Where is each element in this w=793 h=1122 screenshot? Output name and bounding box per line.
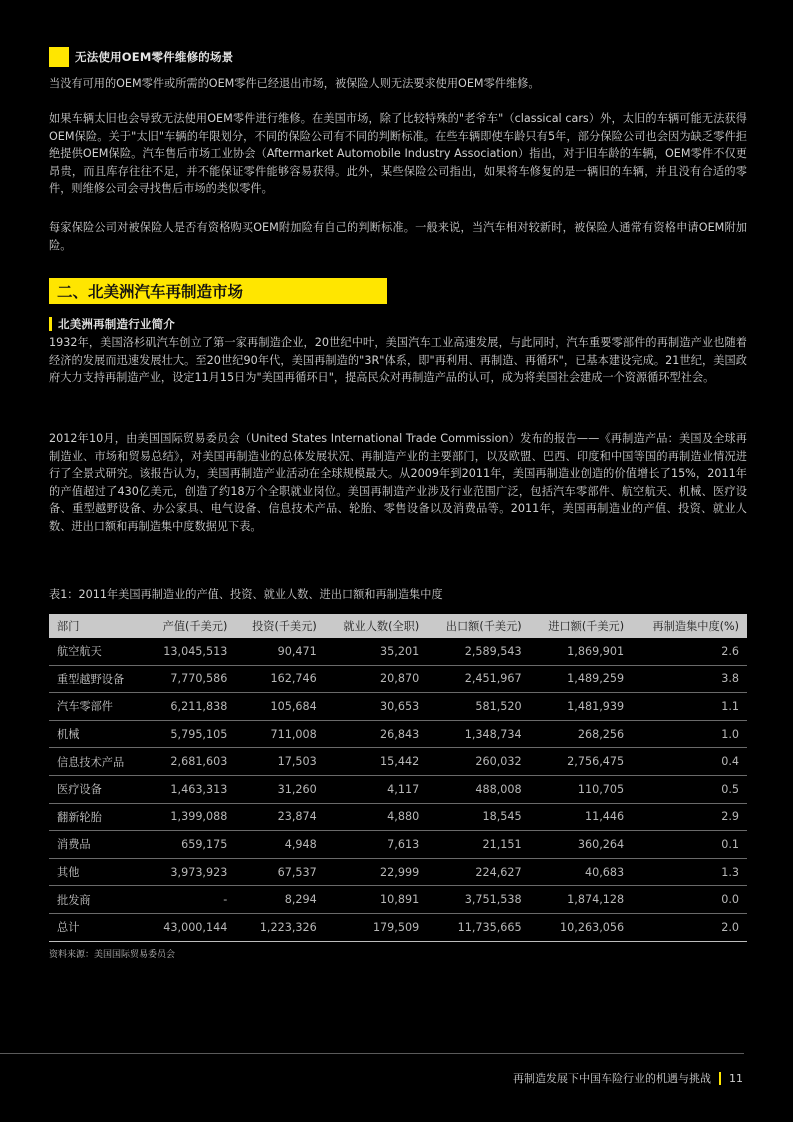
table-cell: 43,000,144 [146,913,235,941]
table-cell: 1,869,901 [530,638,632,665]
table-cell: 3,751,538 [427,886,529,914]
table-cell: 3,973,923 [146,858,235,886]
table-cell: 1,463,313 [146,775,235,803]
table-cell: 360,264 [530,831,632,859]
table-cell: 110,705 [530,775,632,803]
table-cell: 重型越野设备 [49,665,146,693]
table-row [49,720,747,748]
table-cell: 30,653 [325,693,427,721]
table-cell: 105,684 [235,693,324,721]
column-header: 投资(千美元) [235,614,324,638]
table-cell: 6,211,838 [146,693,235,721]
table-cell: 17,503 [235,748,324,776]
table-cell: 4,880 [325,803,427,831]
table-cell: 1,874,128 [530,886,632,914]
table-cell: 26,843 [325,720,427,748]
table-cell: 4,117 [325,775,427,803]
table-cell: 1,489,259 [530,665,632,693]
table-cell: 汽车零部件 [49,693,146,721]
table-cell: 1.1 [632,693,747,721]
table-cell: 268,256 [530,720,632,748]
table-caption: 表1：2011年美国再制造业的产值、投资、就业人数、进出口额和再制造集中度 [49,588,443,601]
table-cell: 224,627 [427,858,529,886]
column-header: 再制造集中度(%) [632,614,747,638]
subheading-oem-scenarios [49,47,233,67]
yellow-bar-marker [49,317,52,331]
table-cell: 179,509 [325,913,427,941]
table-cell: 31,260 [235,775,324,803]
page-number: 11 [729,1071,743,1085]
table-row [49,831,747,859]
table-cell: 2,681,603 [146,748,235,776]
table-cell: 0.4 [632,748,747,776]
footer-title: 再制造发展下中国车险行业的机遇与挑战 [513,1072,711,1085]
column-header: 进口额(千美元) [530,614,632,638]
table-cell: 711,008 [235,720,324,748]
table-cell: 消费品 [49,831,146,859]
table-cell: 23,874 [235,803,324,831]
table-cell: 40,683 [530,858,632,886]
table-cell: 11,735,665 [427,913,529,941]
table-row [49,748,747,776]
table-cell: 2,589,543 [427,638,529,665]
table-cell: 10,891 [325,886,427,914]
table-cell: 信息技术产品 [49,748,146,776]
paragraph: 1932年，美国洛杉矶汽车创立了第一家再制造企业，20世纪中叶，美国汽车工业高速发展，与此同时，汽车重要零部件的再制造产业也随着经济的发展而迅速发展壮大。至20世纪90年代，美国再制造的"3R"体系，即"再利用、再制造、再循环"，已基本建设完成。21世纪，美国政府大力支持再制造产业，设定11月15日为"美国再循环日"，提高民众对再制造产品的认可，成为将美国社会建成一个资源循环型社会。 [49,336,747,385]
paragraph: 2012年10月，由美国国际贸易委员会（United States International Trade Commission）发布的报告——《再制造产品：美国及全球再制造业、市场和贸易总结》，对美国再制造业的总体发展状况、再制造产业的主要部门，以及欧盟、巴西、印度和中国等国的再制造业情况进行了全景式研究。该报告认为，美国再制造产业活动在全球规模最大。从2009年到2011年，美国再制造业创造的价值增长了15%，2011年的产值超过了430亿美元，创造了约18万个全职就业岗位。美国再制造产业涉及行业范围广泛，包括汽车零部件、航空航天、机械、医疗设备、重型越野设备、办公家具、电气设备、信息技术产品、轮胎、零售设备以及消费品等。2011年，美国再制造业的产值、投资、就业人数、进出口额和再制造集中度数据见下表。 [49,432,747,533]
table-cell: 15,442 [325,748,427,776]
table-cell: 22,999 [325,858,427,886]
table-cell: 1,481,939 [530,693,632,721]
table-cell: 总计 [49,913,146,941]
table-cell: 翻新轮胎 [49,803,146,831]
paragraph: 如果车辆太旧也会导致无法使用OEM零件进行维修。在美国市场，除了比较特殊的"老爷车"（classical cars）外，太旧的车辆可能无法获得OEM保险。关于"太旧"车辆的年限划分，不同的保险公司有不同的判断标准。在些车辆即使车龄只有5年，部分保险公司也会因为缺乏零件拒绝提供OEM保险。汽车售后市场工业协会（Aftermarket Automobile Industry Association）指出，对于旧车龄的车辆，OEM零件不仅更昂贵，而且库存往往不足，并不能保证零件能够容易获得。此外，某些保险公司指出，如果将车修复的是一辆旧的车辆，并且没有合适的零件，则维修公司会寻找售后市场的类似零件。 [49,112,747,196]
table-cell: 8,294 [235,886,324,914]
table-row [49,693,747,721]
table-cell: 90,471 [235,638,324,665]
subheading-text: 无法使用OEM零件维修的场景 [75,50,234,64]
table-cell: 21,151 [427,831,529,859]
table-cell: 13,045,513 [146,638,235,665]
table-cell: 医疗设备 [49,775,146,803]
table-cell: 18,545 [427,803,529,831]
table-cell: 批发商 [49,886,146,914]
table-cell: 35,201 [325,638,427,665]
table-row [49,886,747,914]
table-header-row [49,614,747,638]
yellow-square-marker [49,47,69,67]
table-total-row [49,913,747,941]
column-header: 部门 [49,614,146,638]
table-cell: 1,348,734 [427,720,529,748]
table-cell: 260,032 [427,748,529,776]
table-row [49,775,747,803]
section-title: 二、北美洲汽车再制造市场 [49,278,387,304]
table-cell: 20,870 [325,665,427,693]
table-cell: 机械 [49,720,146,748]
table-cell: 3.8 [632,665,747,693]
table-row [49,803,747,831]
table-cell: 1,399,088 [146,803,235,831]
paragraph: 当没有可用的OEM零件或所需的OEM零件已经退出市场，被保险人则无法要求使用OEM零件维修。 [49,77,540,90]
table-cell: 581,520 [427,693,529,721]
table-cell: 7,770,586 [146,665,235,693]
table-cell: 航空航天 [49,638,146,665]
table-cell: 488,008 [427,775,529,803]
table-row [49,858,747,886]
table-cell: 2.6 [632,638,747,665]
table-cell: 659,175 [146,831,235,859]
table-cell: 162,746 [235,665,324,693]
table-row [49,665,747,693]
column-header: 就业人数(全职) [325,614,427,638]
table-cell: 7,613 [325,831,427,859]
table-cell: 0.0 [632,886,747,914]
table-cell: 67,537 [235,858,324,886]
table-cell: 10,263,056 [530,913,632,941]
footer-divider [0,1053,744,1054]
table-cell: 4,948 [235,831,324,859]
paragraph: 每家保险公司对被保险人是否有资格购买OEM附加险有自己的判断标准。一般来说，当汽车相对较新时，被保险人通常有资格申请OEM附加险。 [49,221,747,252]
table-cell: 1.0 [632,720,747,748]
table-cell: 2,756,475 [530,748,632,776]
column-header: 出口额(千美元) [427,614,529,638]
table-source-note: 资料来源：美国国际贸易委员会 [49,950,176,960]
column-header: 产值(千美元) [146,614,235,638]
subheading-text: 北美洲再制造行业简介 [58,317,175,331]
reman-data-table [49,614,747,942]
footer-separator [719,1072,721,1085]
table-cell: 2,451,967 [427,665,529,693]
page-footer [513,1070,743,1086]
table-row [49,638,747,665]
subheading-reman-intro [49,316,175,332]
table-cell: 2.9 [632,803,747,831]
table-cell: 11,446 [530,803,632,831]
table-cell: 2.0 [632,913,747,941]
table-cell: 5,795,105 [146,720,235,748]
table-cell: 1,223,326 [235,913,324,941]
table-cell: 0.5 [632,775,747,803]
table-cell: 1.3 [632,858,747,886]
table-cell: 其他 [49,858,146,886]
table-cell: - [146,886,235,914]
table-cell: 0.1 [632,831,747,859]
